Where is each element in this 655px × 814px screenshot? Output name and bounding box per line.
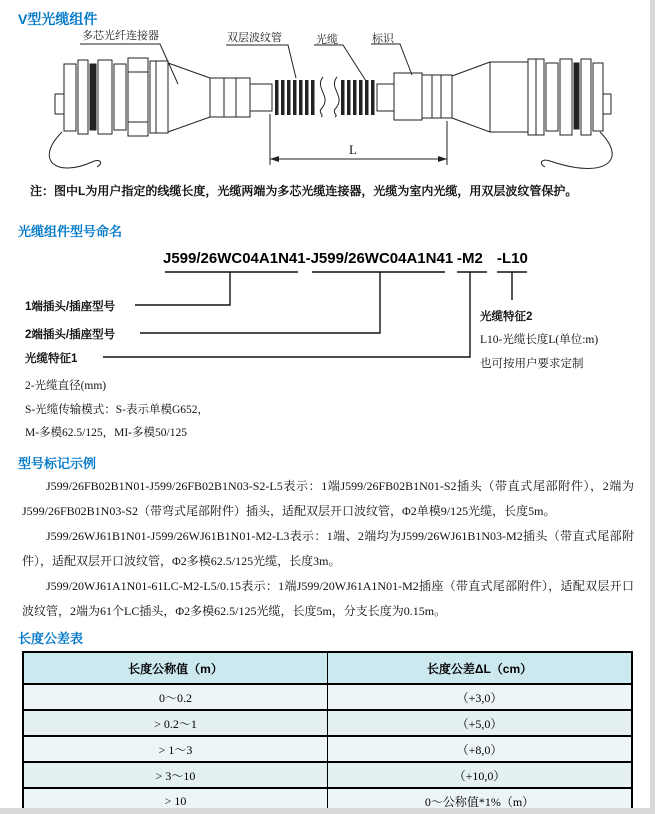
cell-nominal: 0～0.2 — [23, 684, 328, 710]
section-heading-naming: 光缆组件型号命名 — [18, 224, 123, 239]
cable-drawing-svg — [0, 28, 655, 180]
cell-tolerance: （+5,0） — [328, 710, 633, 736]
cell-tolerance: （+3,0） — [328, 684, 633, 710]
feature2-line-2: 也可按用户要求定制 — [480, 358, 584, 370]
example-paragraphs — [22, 474, 634, 624]
figure-label-cable: 光缆 — [316, 34, 338, 46]
page-title: V型光缆组件 — [18, 11, 98, 27]
tolerance-header-row — [23, 652, 632, 684]
example-paragraph-1: J599/26FB02B1N01-J599/26FB02B1N03-S2-L5表示：1端J599/26FB02B1N01-S2插头（带直式尾部附件），2端为J599/26FB02B1N03-S2（带弯式尾部附件）插头，适配双层开口波纹管，Φ2单模9/125光缆，长度5m。 — [22, 479, 634, 518]
tolerance-table — [22, 651, 633, 814]
figure-label-tube: 双层波纹管 — [227, 32, 282, 44]
feature2-line-1: L10-光缆长度L(单位:m) — [480, 334, 599, 346]
table-row — [23, 762, 632, 788]
figure-label-connector: 多芯光纤连接器 — [82, 30, 159, 42]
example-paragraph-3: J599/20WJ61A1N01-61LC-M2-L5/0.15表示：1端J599/20WJ61A1N01-M2插座（带直式尾部附件），适配双层开口波纹管，2端为61个LC插头，Φ2多模62.5/125光缆，长度5m，分支长度为0.15m。 — [22, 579, 634, 618]
feature1-line-1: 2-光缆直径(mm) — [25, 380, 107, 392]
figure-label-marking: 标识 — [372, 33, 394, 45]
dimension-L-label: L — [349, 142, 357, 157]
page-edge-right — [650, 0, 655, 814]
cell-tolerance: 0～公称值*1%（m） — [328, 788, 633, 814]
label-end1-type: 1端插头/插座型号 — [25, 301, 116, 313]
cell-nominal: > 0.2～1 — [23, 710, 328, 736]
table-row — [23, 710, 632, 736]
section-heading-tolerance: 长度公差表 — [18, 631, 84, 646]
model-string-l10: -L10 — [497, 250, 528, 267]
cell-tolerance: （+10,0） — [328, 762, 633, 788]
page-edge-bottom — [0, 808, 655, 814]
cell-nominal: > 3～10 — [23, 762, 328, 788]
label-cable-feature2: 光缆特征2 — [480, 311, 533, 323]
naming-diagram — [0, 245, 655, 455]
feature1-line-2: S-光缆传输模式：S-表示单模G652， — [25, 404, 210, 416]
label-end2-type: 2端插头/插座型号 — [25, 329, 116, 341]
cell-tolerance: （+8,0） — [328, 736, 633, 762]
label-cable-feature1: 光缆特征1 — [25, 353, 78, 365]
col-header-nominal-length: 长度公称值（m） — [23, 652, 328, 684]
figure-note: 注：图中L为用户指定的线缆长度，光缆两端为多芯光缆连接器，光缆为室内光缆，用双层波纹管保护。 — [30, 184, 578, 198]
col-header-tolerance: 长度公差ΔL（cm） — [328, 652, 633, 684]
section-heading-examples: 型号标记示例 — [18, 456, 97, 471]
table-row — [23, 684, 632, 710]
example-paragraph-2: J599/26WJ61B1N01-J599/26WJ61B1N01-M2-L3表示：1端、2端均为J599/26WJ61B1N03-M2插头（带直式尾部附件），适配双层开口波纹管，Φ2多模62.5/125光缆，长度3m。 — [22, 529, 634, 568]
leader-tube — [226, 45, 296, 78]
cell-nominal: > 1～3 — [23, 736, 328, 762]
model-string-m2: -M2 — [457, 250, 483, 267]
model-string-main: J599/26WC04A1N41-J599/26WC04A1N41 — [163, 250, 454, 267]
leader-cable — [314, 45, 366, 81]
leader-marking — [371, 44, 412, 75]
cell-nominal: > 10 — [23, 788, 328, 814]
feature1-line-3: M-多模62.5/125，MI-多模50/125 — [25, 427, 187, 439]
table-row — [23, 736, 632, 762]
